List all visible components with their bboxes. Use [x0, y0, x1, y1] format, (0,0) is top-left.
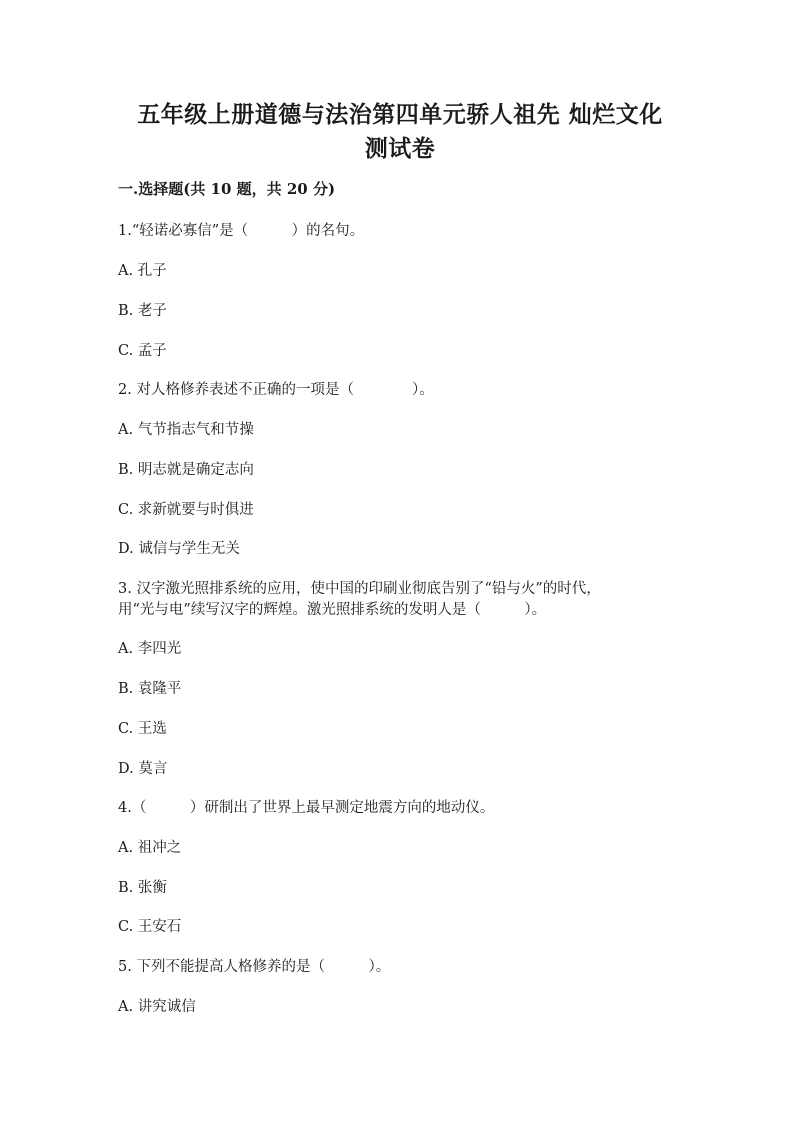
question-2-option-a: A. 气节指志气和节操	[118, 422, 254, 438]
question-1-stem: 1.“轻诺必寡信”是（ ）的名句。	[118, 223, 365, 239]
question-5-option-a: A. 讲究诚信	[118, 999, 196, 1015]
question-3-stem-line-1: 3. 汉字激光照排系统的应用，使中国的印刷业彻底告别了“铅与火”的时代，	[118, 581, 601, 597]
question-5-stem: 5. 下列不能提高人格修养的是（ ）。	[118, 959, 391, 975]
question-3-option-b: B. 袁隆平	[118, 681, 182, 697]
question-4-option-c: C. 王安石	[118, 919, 182, 935]
question-4-option-a: A. 祖冲之	[118, 840, 182, 856]
question-1-option-b: B. 老子	[118, 303, 167, 319]
question-2-stem: 2. 对人格修养表述不正确的一项是（ ）。	[118, 382, 434, 398]
question-2-option-b: B. 明志就是确定志向	[118, 462, 254, 478]
document-title-continued: 测试卷	[364, 135, 436, 162]
question-3-option-a: A. 李四光	[118, 641, 182, 657]
question-3-stem-line-2: 用“光与电”续写汉字的辉煌。激光照排系统的发明人是（ ）。	[118, 602, 547, 618]
question-1-option-a: A. 孔子	[118, 263, 167, 279]
question-4-option-b: B. 张衡	[118, 880, 167, 896]
question-3-option-c: C. 王选	[118, 721, 167, 737]
document-title: 五年级上册道德与法治第四单元骄人祖先 灿烂文化	[137, 101, 663, 128]
question-3-option-d: D. 莫言	[118, 761, 168, 777]
section-heading: 一.选择题(共 10 题，共 20 分)	[118, 180, 336, 198]
question-2-option-c: C. 求新就要与时俱进	[118, 502, 254, 518]
question-4-stem: 4.（ ）研制出了世界上最早测定地震方向的地动仪。	[118, 800, 495, 816]
question-2-option-d: D. 诚信与学生无关	[118, 541, 240, 557]
question-1-option-c: C. 孟子	[118, 343, 167, 359]
